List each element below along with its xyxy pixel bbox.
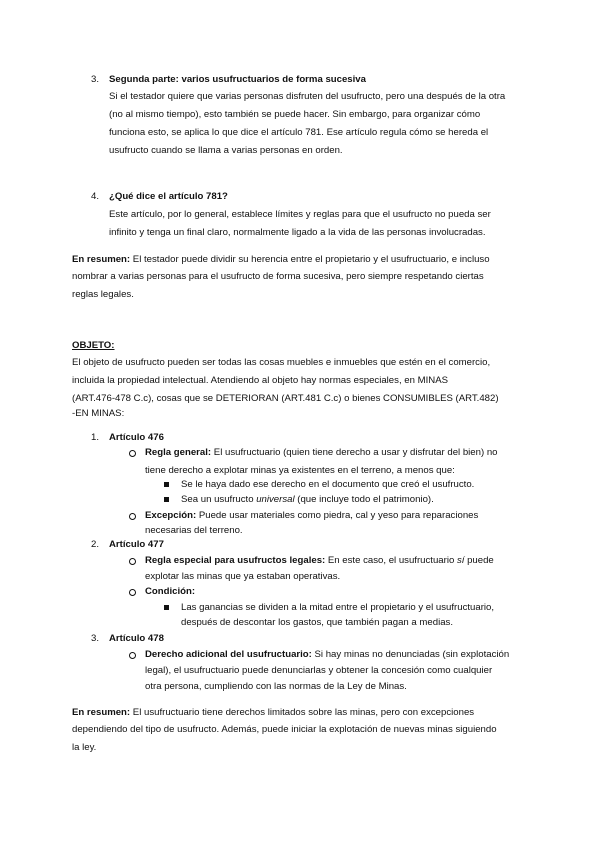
- paragraph-line: (no al mismo tiempo), esto también se puede hacer. Sin embargo, para organizar cómo: [109, 109, 481, 120]
- paragraph-line: Si el testador quiere que varias personas disfruten del usufructo, pero una después de la otra: [109, 91, 506, 102]
- list-number: 1.: [91, 432, 100, 443]
- circle-bullet-icon: [129, 450, 136, 457]
- paragraph-line: infinito y tenga un final claro, normalmente ligado a la vida de las personas involucradas.: [109, 227, 486, 238]
- circle-bullet-icon: [129, 652, 136, 659]
- rule-line: Regla general: El usufructuario (quien tiene derecho a usar y disfrutar del bien) no: [145, 447, 498, 458]
- list-number: 3.: [91, 633, 100, 644]
- paragraph-line: incluida la propiedad intelectual. Atendiendo al objeto hay normas especiales, en MINAS: [72, 375, 448, 386]
- list-number: 4.: [91, 191, 100, 202]
- square-bullet-icon: [164, 605, 169, 610]
- paragraph-line: -EN MINAS:: [72, 408, 125, 419]
- circle-bullet-icon: [129, 558, 136, 565]
- summary-line: reglas legales.: [72, 289, 134, 300]
- right-line: otra persona, cumpliendo con las normas de la Ley de Minas.: [145, 681, 407, 692]
- summary-line: la ley.: [72, 742, 97, 753]
- circle-bullet-icon: [129, 513, 136, 520]
- section-title: Segunda parte: varios usufructuarios de forma sucesiva: [109, 74, 366, 85]
- sub-item: Sea un usufructo universal (que incluye todo el patrimonio).: [181, 494, 434, 505]
- section-title: ¿Qué dice el artículo 781?: [109, 191, 228, 202]
- objeto-heading: OBJETO:: [72, 340, 115, 351]
- rule-line: explotar las minas que ya estaban operativas.: [145, 571, 341, 582]
- exception-line: necesarias del terreno.: [145, 525, 243, 536]
- right-line: legal), el usufructuario puede denunciarlas y obtener la concesión como cualquier: [145, 665, 493, 676]
- circle-bullet-icon: [129, 589, 136, 596]
- summary-line: nombrar a varias personas para el usufructo de forma sucesiva, pero siempre respetando ciertas: [72, 271, 484, 282]
- paragraph-line: funciona esto, se aplica lo que dice el artículo 781. Ese artículo regula cómo se hereda el: [109, 127, 489, 138]
- article-title: Artículo 476: [109, 432, 164, 443]
- summary-line: En resumen: El usufructuario tiene derechos limitados sobre las minas, pero con excepciones: [72, 707, 475, 718]
- paragraph-line: Este artículo, por lo general, establece límites y reglas para que el usufructo no pueda ser: [109, 209, 491, 220]
- paragraph-line: usufructo cuando se llama a varias personas en orden.: [109, 145, 343, 156]
- sub-item: Se le haya dado ese derecho en el documento que creó el usufructo.: [181, 479, 475, 490]
- summary-line: En resumen: El testador puede dividir su herencia entre el propietario y el usufructuario, e incluso: [72, 254, 490, 265]
- rule-line: Regla especial para usufructos legales: En este caso, el usufructuario sí puede: [145, 555, 494, 566]
- article-title: Artículo 477: [109, 539, 164, 550]
- right-line: Derecho adicional del usufructuario: Si hay minas no denunciadas (sin explotación: [145, 649, 510, 660]
- paragraph-line: (ART.476-478 C.c), cosas que se DETERIORAN (ART.481 C.c) o bienes CONSUMIBLES (ART.482): [72, 393, 499, 404]
- list-number: 2.: [91, 539, 100, 550]
- square-bullet-icon: [164, 482, 169, 487]
- sub-item: Las ganancias se dividen a la mitad entre el propietario y el usufructuario,: [181, 602, 495, 613]
- rule-line: tiene derecho a explotar minas ya existentes en el terreno, a menos que:: [145, 465, 455, 476]
- list-number: 3.: [91, 74, 100, 85]
- square-bullet-icon: [164, 497, 169, 502]
- exception-line: Excepción: Puede usar materiales como piedra, cal y yeso para reparaciones: [145, 510, 479, 521]
- sub-item: después de descontar los gastos, que también pagan a medias.: [181, 617, 454, 628]
- paragraph-line: El objeto de usufructo pueden ser todas las cosas muebles e inmuebles que estén en el comercio,: [72, 357, 491, 368]
- article-title: Artículo 478: [109, 633, 164, 644]
- summary-line: dependiendo del tipo de usufructo. Además, puede iniciar la explotación de nuevas minas siguiendo: [72, 724, 497, 735]
- condition-label: Condición:: [145, 586, 196, 597]
